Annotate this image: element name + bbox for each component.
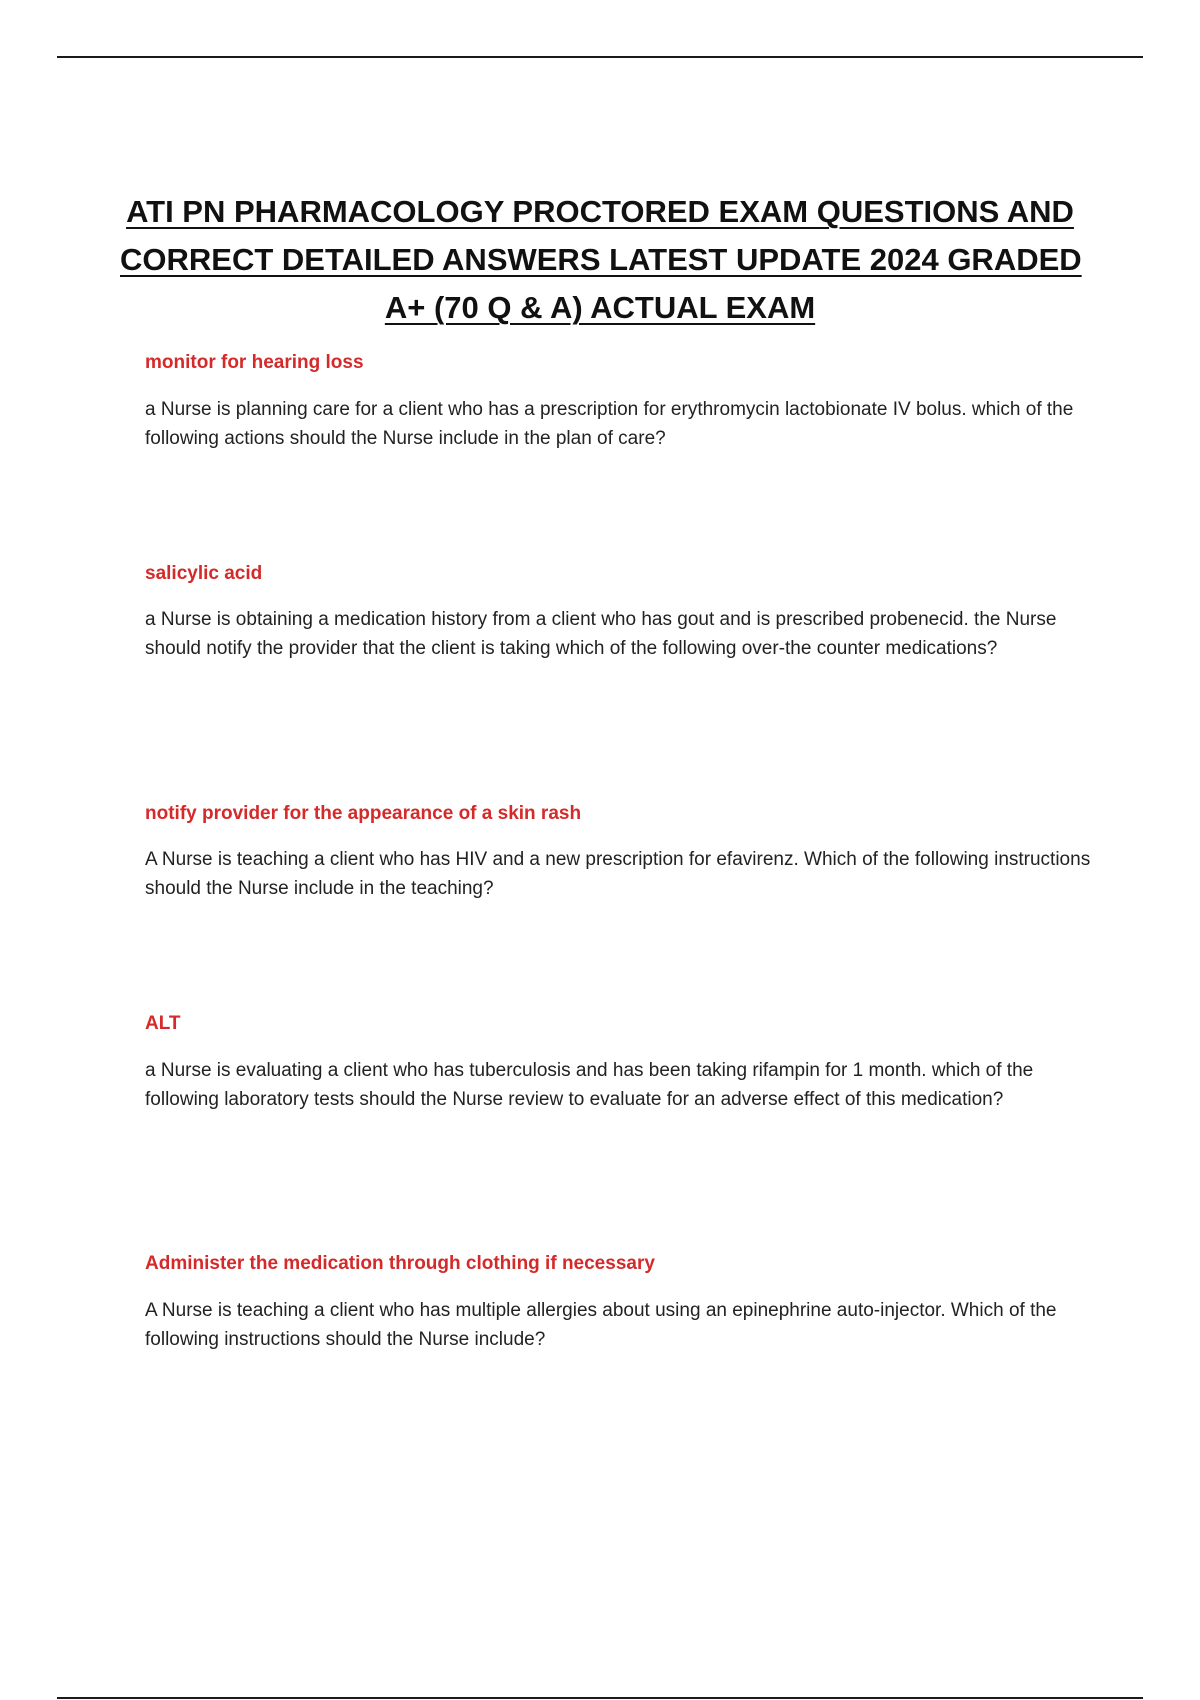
question-1: a Nurse is planning care for a client who has a prescription for erythromycin lactobionate IV bolus. which of the following actions should the Nurse include in the plan of care? — [145, 399, 1074, 449]
top-rule — [57, 56, 1143, 58]
question-3: A Nurse is teaching a client who has HIV and a new prescription for efavirenz. Which of the following instructions should the Nurse include in the teaching? — [145, 849, 1091, 899]
answer-5: Administer the medication through clothing if necessary — [145, 1253, 655, 1274]
document-title — [120, 188, 1080, 332]
title-line-2: CORRECT DETAILED ANSWERS LATEST UPDATE 2024 GRADED — [120, 242, 1082, 277]
answer-1: monitor for hearing loss — [145, 352, 364, 373]
answer-2: salicylic acid — [145, 563, 263, 584]
title-line-1: ATI PN PHARMACOLOGY PROCTORED EXAM QUESTIONS AND — [126, 194, 1074, 229]
question-5: A Nurse is teaching a client who has multiple allergies about using an epinephrine auto-injector. Which of the following instructions should the Nurse include? — [145, 1300, 1057, 1350]
title-line-3: A+ (70 Q & A) ACTUAL EXAM — [384, 290, 816, 325]
bottom-rule — [57, 1697, 1143, 1699]
question-2: a Nurse is obtaining a medication history from a client who has gout and is prescribed probenecid. the Nurse should notify the provider that the client is taking which of the following over-the counter medications? — [145, 609, 1057, 659]
answer-3: notify provider for the appearance of a skin rash — [145, 803, 582, 824]
answer-4: ALT — [145, 1013, 181, 1034]
question-4: a Nurse is evaluating a client who has tuberculosis and has been taking rifampin for 1 month. which of the following laboratory tests should the Nurse review to evaluate for an adverse effect of this medication? — [145, 1060, 1034, 1110]
